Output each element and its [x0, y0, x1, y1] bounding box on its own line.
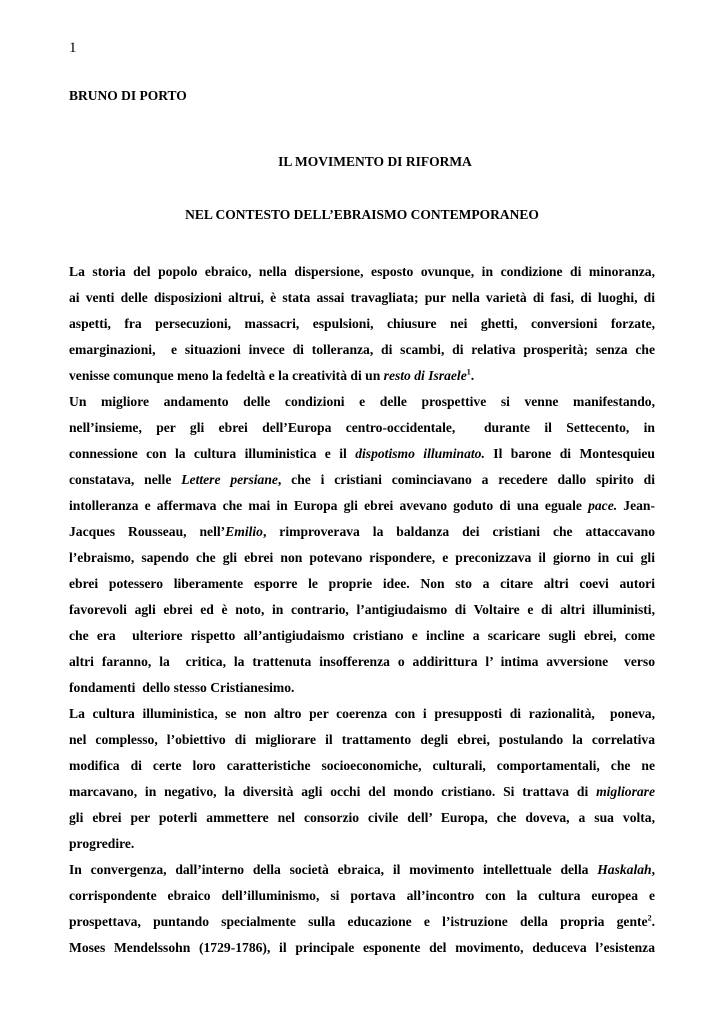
page-number: 1	[69, 40, 77, 56]
text-line	[69, 883, 655, 909]
text-segment: emarginazioni, e situazioni invece di tolleranza, di scambi, di relativa prosperità; senza che	[69, 342, 655, 357]
text-line	[69, 337, 655, 363]
text-segment: Jacques Rousseau, nell’	[69, 524, 226, 539]
text-line	[69, 909, 655, 935]
text-line	[69, 285, 655, 311]
text-segment: ebrei potessero liberamente esporre le proprie idee. Non sto a citare altri coevi autori	[69, 576, 655, 591]
text-line	[69, 935, 655, 961]
text-segment: Un migliore andamento delle condizioni e delle prospettive si venne manifestando,	[69, 394, 655, 409]
text-segment: che era ulteriore rispetto all’antigiudaismo cristiano e incline a scaricare sugli ebrei, come	[69, 628, 655, 643]
text-line	[69, 753, 655, 779]
italic-text: Haskalah	[597, 862, 652, 877]
text-line	[69, 441, 655, 467]
document-title: IL MOVIMENTO DI RIFORMA	[278, 154, 472, 169]
text-line	[69, 831, 655, 857]
text-segment: constatava, nelle	[69, 472, 182, 487]
text-segment: marcavano, in negativo, la diversità agli occhi del mondo cristiano. Si trattava di	[69, 784, 597, 799]
text-segment: gli ebrei per poterli ammettere nel consorzio civile dell’ Europa, che doveva, a sua volta,	[69, 810, 655, 825]
text-segment: connessione con la cultura illuministica e il	[69, 446, 356, 461]
text-segment: altri faranno, la critica, la trattenuta insofferenza o addirittura l’ intima avversione verso	[69, 654, 655, 669]
italic-text: dispotismo illuminato.	[355, 446, 485, 461]
text-segment: La storia del popolo ebraico, nella dispersione, esposto ovunque, in condizione di minoranza,	[69, 264, 655, 279]
text-line	[69, 259, 655, 285]
text-segment: La cultura illuministica, se non altro per coerenza con i presupposti di razionalità, poneva,	[69, 706, 655, 721]
text-line	[69, 571, 655, 597]
text-line	[69, 805, 655, 831]
footnote-marker: 2	[647, 913, 652, 923]
text-segment: nel complesso, l’obiettivo di migliorare il trattamento degli ebrei, postulando la correlativa	[69, 732, 655, 747]
text-line	[69, 597, 655, 623]
italic-text: pace.	[588, 498, 618, 513]
text-line	[69, 311, 655, 337]
text-line	[69, 675, 655, 701]
text-line	[69, 493, 655, 519]
text-line	[69, 545, 655, 571]
text-segment: favorevoli agli ebrei ed è noto, in contrario, l’antigiudaismo di Voltaire e di altri illuministi,	[69, 602, 655, 617]
italic-text: Lettere persiane	[181, 472, 278, 487]
text-segment: .	[470, 368, 475, 383]
text-line	[69, 389, 655, 415]
text-segment: l’ebraismo, sapendo che gli ebrei non potevano rispondere, e preconizzava il giorno in cui gli	[69, 550, 655, 565]
text-segment: intolleranza e affermava che mai in Europa gli ebrei avevano goduto di una eguale	[69, 498, 589, 513]
text-segment: progredire.	[69, 836, 135, 851]
text-segment: modifica di certe loro caratteristiche socioeconomiche, culturali, comportamentali, che ne	[69, 758, 655, 773]
footnote-marker: 1	[466, 367, 471, 377]
author-name: BRUNO DI PORTO	[69, 88, 187, 103]
text-line	[69, 623, 655, 649]
text-segment: ai venti delle disposizioni altrui, è stata assai travagliata; pur nella varietà di fasi, di luoghi, di	[69, 290, 655, 305]
text-segment: corrispondente ebraico dell’illuminismo, si portava all’incontro con la cultura europea e	[69, 888, 655, 903]
text-line	[69, 363, 655, 389]
text-line	[69, 649, 655, 675]
text-segment: Moses Mendelssohn (1729-1786), il principale esponente del movimento, deduceva l’esistenza	[69, 940, 655, 955]
italic-text: Emilio	[225, 524, 263, 539]
text-segment: , rimproverava la baldanza dei cristiani che attaccavano	[262, 524, 655, 539]
body-text	[69, 259, 655, 961]
text-segment: prospettava, puntando specialmente sulla educazione e l’istruzione della propria gente	[69, 914, 648, 929]
text-segment: ,	[651, 862, 655, 877]
text-segment: nell’insieme, per gli ebrei dell’Europa centro-occidentale, durante il Settecento, in	[69, 420, 655, 435]
document-subtitle: NEL CONTESTO DELL’EBRAISMO CONTEMPORANEO	[185, 207, 539, 222]
text-line	[69, 727, 655, 753]
text-segment: In convergenza, dall’interno della società ebraica, il movimento intellettuale della	[69, 862, 598, 877]
italic-text: migliorare	[596, 784, 655, 799]
italic-text: resto di Israele	[383, 368, 467, 383]
text-segment: , che i cristiani cominciavano a recedere dallo spirito di	[277, 472, 655, 487]
text-segment: Il barone di Montesquieu	[484, 446, 655, 461]
text-line	[69, 701, 655, 727]
text-line	[69, 467, 655, 493]
text-segment: .	[651, 914, 655, 929]
text-segment: venisse comunque meno la fedeltà e la creatività di un	[69, 368, 384, 383]
text-line	[69, 857, 655, 883]
text-line	[69, 519, 655, 545]
text-segment: fondamenti dello stesso Cristianesimo.	[69, 680, 295, 695]
text-line	[69, 779, 655, 805]
text-segment: Jean-	[617, 498, 655, 513]
text-line	[69, 415, 655, 441]
text-segment: aspetti, fra persecuzioni, massacri, espulsioni, chiusure nei ghetti, conversioni forzate,	[69, 316, 655, 331]
